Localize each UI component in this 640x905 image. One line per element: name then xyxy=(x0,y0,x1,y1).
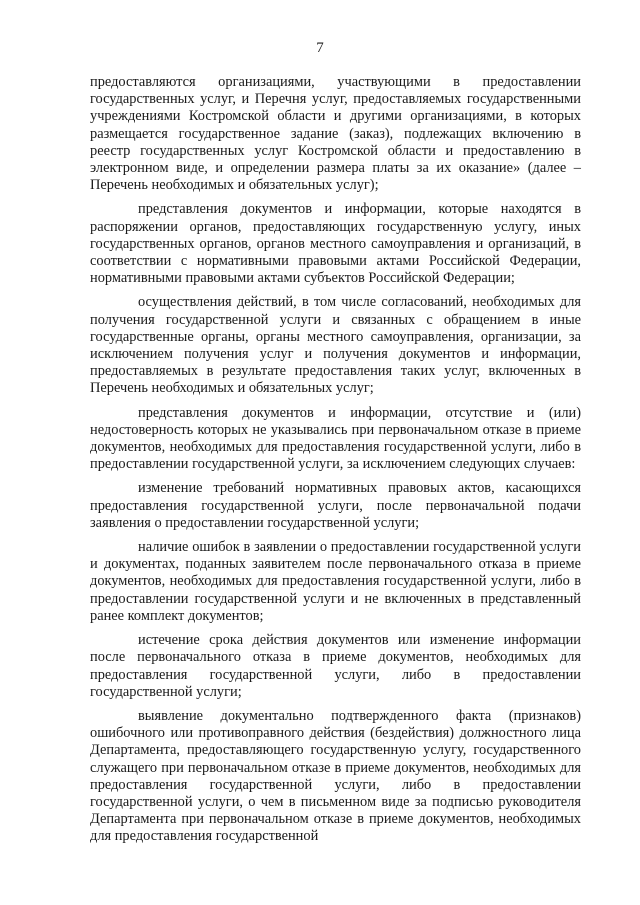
paragraph: выявление документально подтвержденного факта (признаков) ошибочного или противоправного действия (бездействия) должностного лица Департамента, предоставляющего государственную услугу, государственного служащего при первоначальном отказе в приеме документов, необходимых для предоставления государственной услуги, либо в предоставлении государственной услуги, о чем в письменном виде за подписью руководителя Департамента при первоначальном отказе в приеме документов, необходимых для предоставления государственной xyxy=(90,707,581,845)
paragraph: изменение требований нормативных правовых актов, касающихся предоставления государственной услуги, после первоначальной подачи заявления о предоставлении государственной услуги; xyxy=(90,480,581,531)
paragraph-continuation: предоставляются организациями, участвующими в предоставлении государственных услуг, и Перечня услуг, предоставляемых государственными учреждениями Костромской области и другими организациями, в которых размещается государственное задание (заказ), подлежащих включению в реестр государственных услуг Костромской области и предоставлению в электронном виде, и определении размера платы за их оказание» (далее – Перечень необходимых и обязательных услуг); xyxy=(90,74,581,194)
paragraph: наличие ошибок в заявлении о предоставлении государственной услуги и документах, поданных заявителем после первоначального отказа в приеме документов, необходимых для предоставления государственной услуги, либо в предоставлении государственной услуги и не включенных в представленный ранее комплект документов; xyxy=(90,539,581,624)
paragraph: осуществления действий, в том числе согласований, необходимых для получения государственной услуги и связанных с обращением в иные государственные органы, органы местного самоуправления, организации, за исключением получения услуг и получения документов и информации, предоставляемых в результате предоставления таких услуг, включенных в Перечень необходимых и обязательных услуг; xyxy=(90,294,581,397)
document-body xyxy=(90,74,581,846)
paragraph: представления документов и информации, отсутствие и (или) недостоверность которых не указывались при первоначальном отказе в приеме документов, необходимых для предоставления государственной услуги, либо в предоставлении государственной услуги, за исключением следующих случаев: xyxy=(90,404,581,473)
paragraph: истечение срока действия документов или изменение информации после первоначального отказа в приеме документов, необходимых для предоставления государственной услуги, либо в предоставлении государственной услуги; xyxy=(90,632,581,700)
paragraph: представления документов и информации, которые находятся в распоряжении органов, предоставляющих государственную услугу, иных государственных органов, органов местного самоуправления и организаций, в соответствии с нормативными правовыми актами Российской Федерации, нормативными правовыми актами субъектов Российской Федерации; xyxy=(90,201,581,287)
page-number: 7 xyxy=(316,40,324,56)
